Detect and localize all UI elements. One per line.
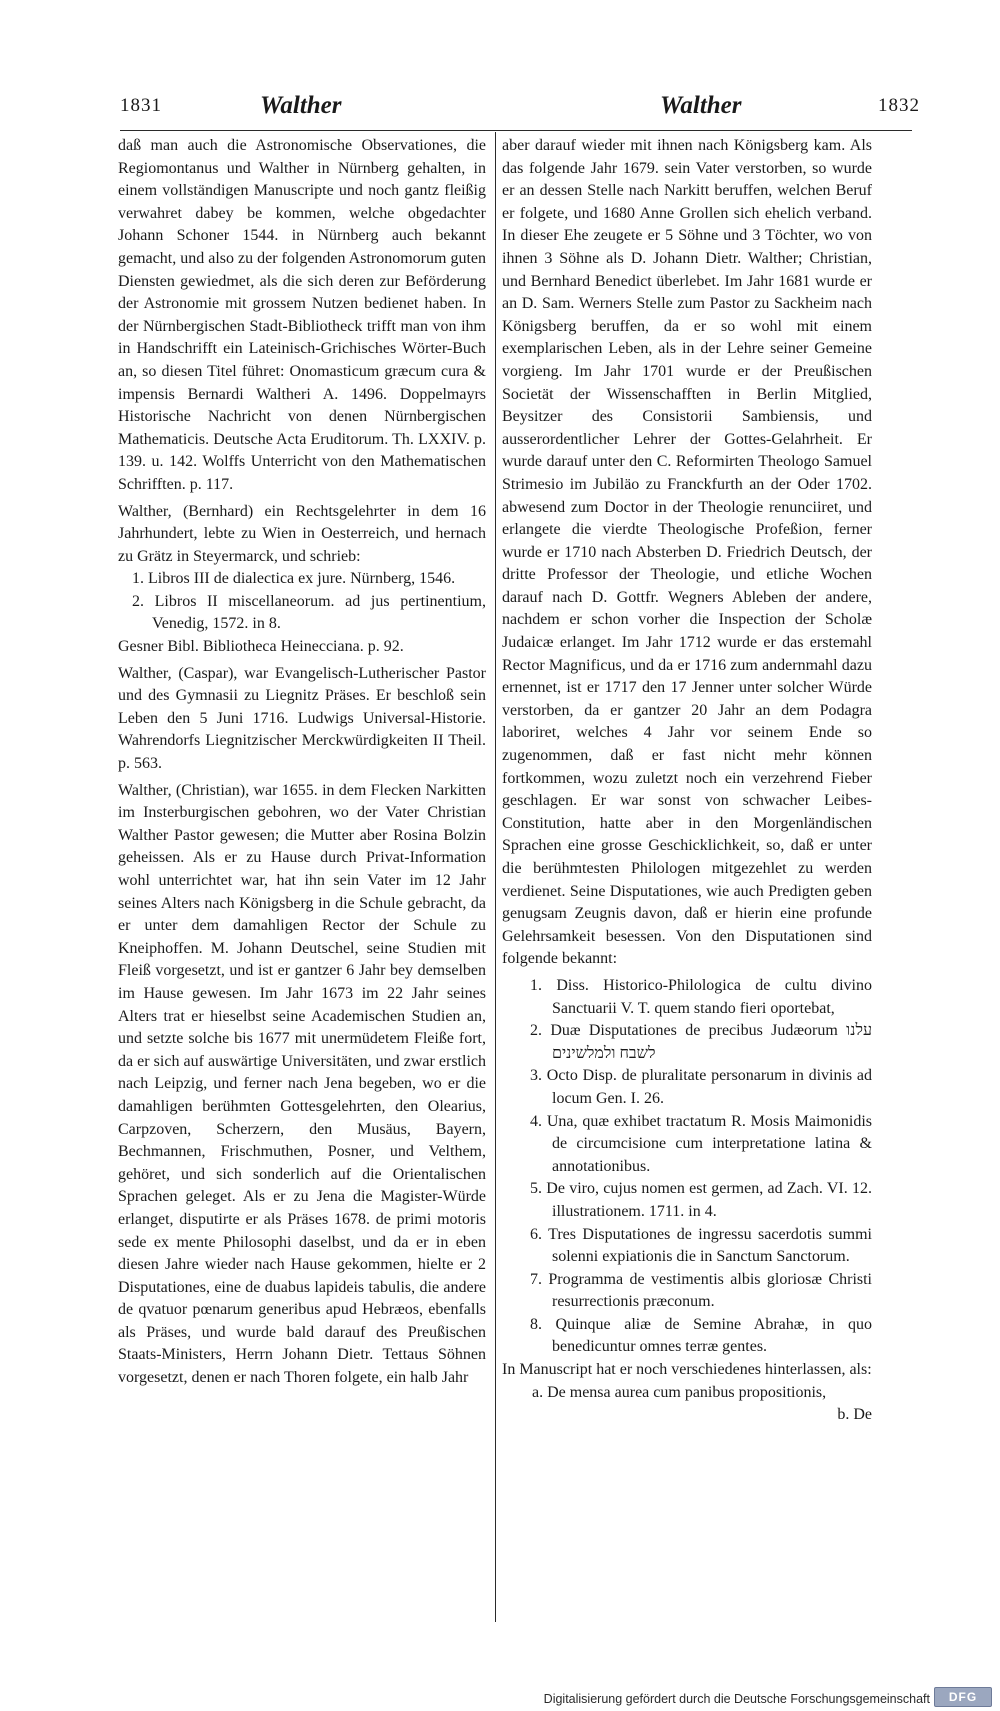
sub-list-item: a. De mensa aurea cum panibus propositionis, bbox=[532, 1383, 827, 1401]
right-column bbox=[502, 135, 872, 1427]
list-item: 6. Tres Disputationes de ingressu sacerdotis summi solenni expiationis die in Sanctum Sanctorum. bbox=[530, 1225, 872, 1266]
running-head-right: Walther bbox=[660, 92, 742, 119]
entry-christian: Walther, (Christian), war 1655. in dem Flecken Narkitten im Insterburgischen gebohren, wo der Vater Christian Walther Pastor gewesen; die Mutter aber Rosina Bolzin geheissen. Als er zu Hause durch Privat-Information wohl unterrichtet war, hat ihn sein Vater im 12 Jahr seines Alters nach Königsberg in die Schule gebracht, da er unter dem damahligen Rector der Schule zu Kneiphoffen. M. Johann Deutschel, seine Studien mit Fleiß vorgesetzt, und ist er gantzer 6 Jahr bey demselben im Hause gewesen. Im Jahr 1673 im 22 Jahr seines Alters trat er hieselbst seine Academischen Studien an, und setzte solche bis 1677 mit unermüdetem Fleiße fort, da er sich auf auswärtige Universitäten, und zwar erstlich nach Leipzig, und ferner nach Jena begeben, wo er die damahligen berühmten Gottesgelehrten, den Olearius, Carpzoven, Scherzern, den Musäus, Bayern, Bechmannen, Frischmuthen, Posner, und Velthem, gehöret, und sich sonderlich auf die Orientalischen Sprachen geleget. Als er zu Jena die Magister-Würde erlanget, disputirte er als Präses 1678. de primi motoris sede ex mente Philosophi daselbst, und da er in eben diesen Jahre wieder nach Hause gekommen, hielte er 2 Disputationes, eine de duabus lapideis tabulis, die andere de qvatuor pœnarum generibus apud Hebræos, ebenfalls als Präses, und wurde bald darauf des Preußischen Staats-Ministers, Herrn Johann Dietr. Tettaus Söhnen vorgesetzt, denen er nach Thoren folgete, ein halb Jahr bbox=[118, 781, 486, 1387]
list-item: 4. Una, quæ exhibet tractatum R. Mosis Maimonidis de circumcisione cum interpretatione latina & annotationibus. bbox=[530, 1112, 872, 1175]
list-item: 7. Programma de vestimentis albis gloriosæ Christi resurrectionis præconum. bbox=[530, 1270, 872, 1311]
list-item: 3. Octo Disp. de pluralitate personarum in divinis ad locum Gen. I. 26. bbox=[530, 1067, 872, 1107]
page-header bbox=[120, 92, 920, 129]
list-item: 2. Libros II miscellaneorum. ad jus pertinentium, Venedig, 1572. in 8. bbox=[132, 592, 486, 633]
funding-note: Digitalisierung gefördert durch die Deutsche Forschungsgemeinschaft bbox=[543, 1692, 930, 1706]
list-item: 2. Duæ Disputationes de precibus Judæorum עלנו לשבח ולמלשינים bbox=[530, 1022, 872, 1062]
dfg-logo-text: DFG bbox=[948, 1690, 978, 1704]
dfg-logo-icon bbox=[934, 1687, 992, 1707]
running-head-left: Walther bbox=[260, 92, 342, 119]
citation: Gesner Bibl. Bibliotheca Heinecciana. p. 92. bbox=[118, 638, 404, 656]
manuscript-paragraph: In Manuscript hat er noch verschiedenes hinterlassen, als: bbox=[502, 1361, 872, 1379]
page-footer bbox=[0, 1685, 1000, 1711]
page-number-right: 1832 bbox=[878, 95, 920, 116]
list-item: 1. Libros III de dialectica ex jure. Nürnberg, 1546. bbox=[132, 570, 456, 588]
paragraph-astronomy: daß man auch die Astronomische Observationes, die Regiomontanus und Walther in Nürnberg gehalten, in einem vollständigen Manuscripte und noch gantz fleißig verwahret dabey be kommen, welche obgedachter Johann Schoner 1544. in Nürnberg auch bekannt gemacht, und also zu der folgenden Astronomorum guten Diensten gewiedmet, als die sich deren zur Beförderung der Astronomie mit grossem Nutzen bedienet haben. In der Nürnbergischen Stadt-Bibliotheck trifft man von ihm in Handschrifft ein Lateinisch-Grichisches Wörter-Buch an, so diesen Titel führet: Onomasticum græcum cura & impensis Bernardi Waltheri A. 1496. Doppelmayrs Historische Nachricht von denen Nürnbergischen Mathematicis. Deutsche Acta Eruditorum. Th. LXXIV. p. 139. u. 142. Wolffs Unterricht von den Mathematischen Schrifften. p. 117. bbox=[118, 137, 486, 493]
left-column bbox=[118, 135, 486, 1390]
entry-christian-continued: aber darauf wieder mit ihnen nach Königsberg kam. Als das folgende Jahr 1679. sein Vater verstorben, so wurde er an dessen Stelle nach Narkitt beruffen, welchen Beruf er folgete, und 1680 Anne Grollen sich ehelich verband. In dieser Ehe zeugete er 5 Söhne und 3 Töchter, wo von ihnen 3 Söhne als D. Johann Dietr. Walther; Christian, und Bernhard Benedict überlebet. Im Jahr 1681 wurde er an D. Sam. Werners Stelle zum Pastor zu Sackheim nach Königsberg beruffen, da er so wohl mit einem exemplarischen Leben, als in der Lehre seiner Gemeine vorgieng. Im Jahr 1701 wurde er der Preußischen Societät der Wissenschafften in Berlin Mitglied, Beysitzer des Consistorii Sambiensis, und ausserordentlicher Lehrer der Gottes-Gelahrheit. Er wurde darauf unter den C. Reformirten Theologo Samuel Strimesio im Jubiläo zu Franckfurth an der Oder 1702. abwesend zum Doctor in der Theologie renunciiret, und erlangete die vierdte Theologische Profeßion, ferner wurde er 1710 nach Absterben D. Friedrich Deutsch, der dritte Professor der Theologie, und etliche Wochen darauf nach D. Gottfr. Wegners Ableben der andere, nachdem er schon vorher die Inspection der Scholæ Judaicæ erlanget. Im Jahr 1712 wurde er das erstemahl Rector Magnificus, und da er 1716 zum andernmahl dazu ernennet, ist er 1717 den 17 Jenner unter solcher Würde verstorben, da er gantzer 20 Jahr an dem Podagra laboriret, welches 4 Jahr vor seinem Ende so zugenommen, daß er fast nicht mehr können fortkommen, wozu zuletzt noch ein verzehrend Fieber geschlagen. Er war sonst von schwacher Leibes-Constitution, hatte aber in den Morgenländischen Sprachen eine grosse Geschicklichkeit, so, daß er unter die berühmtesten Philologen mitgezehlet zu werden verdienet. Seine Disputationes, wie auch Predigten geben genugsam Zeugnis davon, daß er hierin eine profunde Gelehrsamkeit besessen. Von den Disputationen sind folgende bekannt: bbox=[502, 137, 872, 968]
page-number-left: 1831 bbox=[120, 95, 162, 116]
column-divider bbox=[495, 132, 496, 1622]
list-item: 5. De viro, cujus nomen est germen, ad Zach. VI. 12. illustrationem. 1711. in 4. bbox=[530, 1180, 872, 1220]
entry-bernhard: Walther, (Bernhard) ein Rechtsgelehrter in dem 16 Jahrhundert, lebte zu Wien in Oesterreich, und hernach zu Grätz in Steyermarck, und schrieb: bbox=[118, 502, 486, 565]
catchword: b. De bbox=[837, 1406, 872, 1424]
entry-caspar: Walther, (Caspar), war Evangelisch-Lutherischer Pastor und des Gymnasii zu Liegnitz Präses. Er beschloß sein Leben den 5 Juni 1716. Ludwigs Universal-Historie. Wahrendorfs Liegnitzischer Merckwürdigkeiten II Theil. p. 563. bbox=[118, 664, 486, 773]
list-item: 8. Quinque aliæ de Semine Abrahæ, in quo benedicuntur omnes terræ gentes. bbox=[530, 1315, 872, 1356]
list-item: 1. Diss. Historico-Philologica de cultu divino Sanctuarii V. T. quem stando fieri oportebat, bbox=[530, 976, 872, 1017]
header-rule bbox=[120, 130, 912, 131]
